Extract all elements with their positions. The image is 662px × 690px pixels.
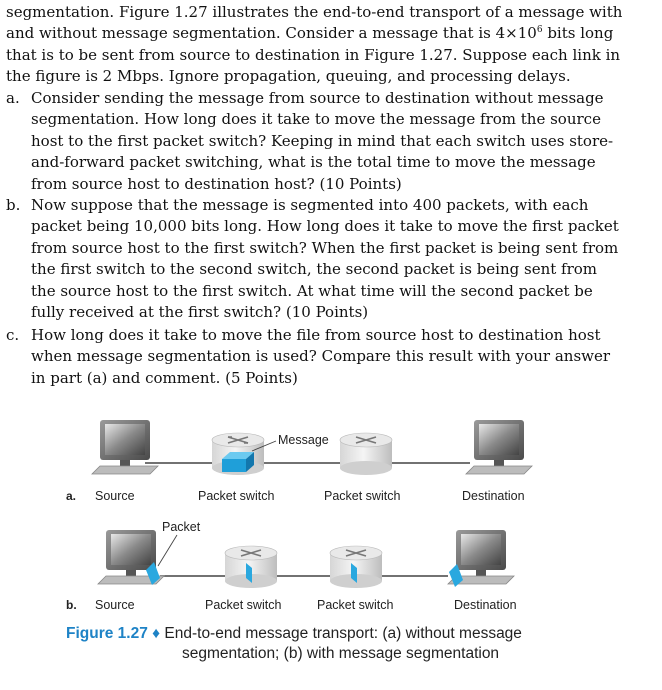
source-label: Source (95, 489, 135, 503)
question-text: Consider sending the message from source to destination without message segmentation. How long does it take to move the message from the source host to the first packet switch? Keeping in mind that each switch uses store-and-forward packet switching, what is the total time to move the message from source host to destination host? (10 Points) (31, 89, 614, 193)
diamond-icon: ♦ (152, 625, 161, 642)
caption-line2: segmentation; (b) with message segmentation (182, 645, 500, 662)
figure-caption (66, 624, 522, 662)
question-label: a. (6, 89, 20, 107)
intro-text-after: bits long that is to be sent from source to destination in Figure 1.27. Suppose each link in the figure is 2 Mbps. Ignore propagation, queuing, and processing delays. (6, 24, 621, 86)
source-label: Source (95, 598, 135, 612)
intro-text: segmentation. Figure 1.27 illustrates the end-to-end transport of a message with and without message segmentation. Consider a message that is 4×10 (6, 3, 623, 43)
packet-switch-icon (340, 433, 392, 475)
computer-icon (466, 420, 532, 474)
switch1-label: Packet switch (198, 489, 275, 503)
intro-exponent: 6 (536, 25, 543, 36)
packet-label: Packet (162, 520, 201, 534)
message-block-icon (222, 452, 254, 472)
destination-label: Destination (462, 489, 525, 503)
row-a-label: a. (66, 489, 77, 503)
destination-label: Destination (454, 598, 517, 612)
question-text: How long does it take to move the file from source host to destination host when message segmentation is used? Compare this result with your answer in part (a) and comment. (5 Points) (31, 326, 611, 387)
question-text: Now suppose that the message is segmented into 400 packets, with each packet being 10,000 bits long. How long does it take to move the first packet from source host to the first switch? When the first packet is being sent from the first switch to the second switch, the second packet is being sent from the source host to the first switch. At what time will the second packet be fully received at the first switch? (10 Points) (31, 196, 619, 322)
figure-number: Figure 1.27 (66, 625, 148, 642)
message-label: Message (278, 433, 329, 447)
row-b-label: b. (66, 598, 77, 612)
switch2-label: Packet switch (324, 489, 401, 503)
computer-icon (92, 420, 158, 474)
question-label: c. (6, 326, 20, 344)
packet-pointer (158, 535, 177, 566)
switch1-label: Packet switch (205, 598, 282, 612)
question-label: b. (6, 196, 21, 214)
switch2-label: Packet switch (317, 598, 394, 612)
caption-line1: End-to-end message transport: (a) without message (164, 625, 522, 642)
